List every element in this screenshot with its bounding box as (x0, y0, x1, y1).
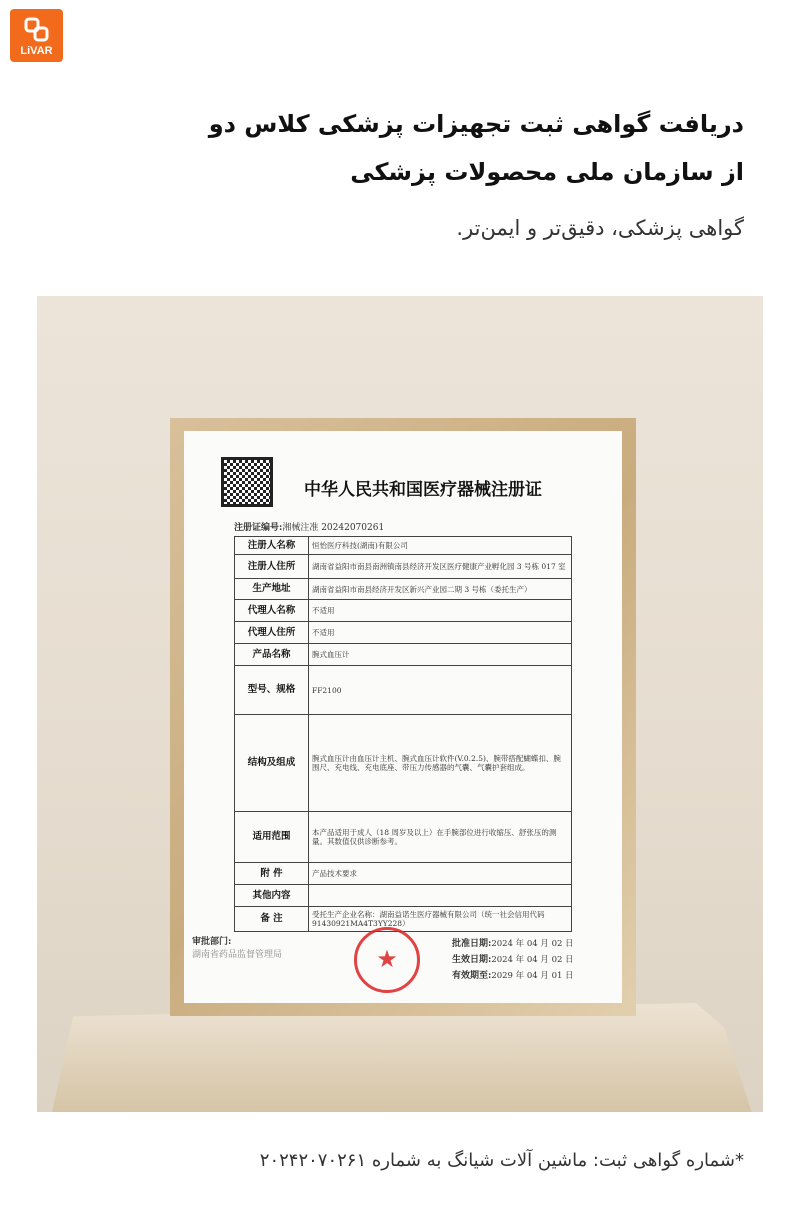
table-row (235, 907, 572, 932)
table-row (235, 600, 572, 622)
registration-number (234, 520, 384, 533)
table-row (235, 644, 572, 666)
row-value: 腕式血压计 (309, 644, 572, 666)
logo-text: LiVAR (20, 45, 53, 57)
table-row (235, 885, 572, 907)
approve-value: 2024 年 04 月 02 日 (491, 939, 574, 949)
livar-logo[interactable] (10, 9, 63, 62)
row-label: 备 注 (235, 907, 309, 932)
table-row (235, 537, 572, 555)
row-label: 适用范围 (235, 812, 309, 863)
row-value: FF2100 (309, 666, 572, 715)
table-row (235, 555, 572, 579)
row-value: 本产品适用于成人（18 周岁及以上）在手腕部位进行收缩压、舒张压的测量。其数值仅供诊断参考。 (309, 812, 572, 863)
row-label: 注册人住所 (235, 555, 309, 579)
certificate (184, 431, 622, 1003)
row-value: 不适用 (309, 600, 572, 622)
row-value (309, 885, 572, 907)
row-label: 生产地址 (235, 579, 309, 600)
display-platform (52, 1003, 752, 1112)
row-label: 型号、规格 (235, 666, 309, 715)
official-seal-icon: ★ (354, 927, 420, 993)
table-row (235, 666, 572, 715)
table-row (235, 579, 572, 600)
row-value: 产品技术要求 (309, 863, 572, 885)
table-row (235, 812, 572, 863)
dept-value: 湖南省药品监督管理局 (192, 950, 283, 960)
row-value: 不适用 (309, 622, 572, 644)
reg-label: 注册证编号: (234, 523, 283, 533)
approval-department (192, 936, 332, 962)
heading-line-2: از سازمان ملی محصولات پزشکی (350, 158, 744, 186)
certificate-table (234, 536, 572, 932)
effective-value: 2024 年 04 月 02 日 (491, 955, 574, 965)
footnote: *شماره گواهی ثبت: ماشین آلات شیانگ به شماره ۲۰۲۴۲۰۷۰۲۶۱ (259, 1150, 744, 1171)
approve-label: 批准日期: (452, 939, 492, 949)
dept-label: 审批部门: (192, 937, 232, 947)
row-value: 腕式血压计由血压计主机、腕式血压计软件(V.0.2.5)、腕带搭配蝴蝶扣、腕围尺、充电线、充电底座、带压力传感器的气囊、气囊护套组成。 (309, 715, 572, 812)
row-label: 代理人住所 (235, 622, 309, 644)
logo-icon (24, 17, 49, 42)
subtitle: گواهی پزشکی، دقیق‌تر و ایمن‌تر. (456, 216, 744, 240)
row-value: 湖南省益阳市南县南洲镇南县经济开发区医疗健康产业孵化园 3 号栋 017 室 (309, 555, 572, 579)
heading-line-1: دریافت گواهی ثبت تجهیزات پزشکی کلاس دو (208, 110, 744, 138)
certificate-photo (37, 296, 763, 1112)
certificate-title: 中华人民共和国医疗器械注册证 (304, 480, 542, 500)
row-label: 代理人名称 (235, 600, 309, 622)
row-label: 附 件 (235, 863, 309, 885)
dates (452, 936, 574, 984)
row-label: 产品名称 (235, 644, 309, 666)
table-row (235, 863, 572, 885)
reg-value: 湘械注准 20242070261 (282, 523, 385, 533)
table-row (235, 622, 572, 644)
row-label: 其他内容 (235, 885, 309, 907)
qr-code (221, 457, 273, 507)
row-label: 注册人名称 (235, 537, 309, 555)
expiry-label: 有效期至: (452, 971, 492, 981)
row-value: 受托生产企业名称：湖南益诺生医疗器械有限公司（统一社会信用代码 91430921MA4T3YY228） (309, 907, 572, 932)
table-row (235, 715, 572, 812)
row-label: 结构及组成 (235, 715, 309, 812)
row-value: 湖南省益阳市南县经济开发区新兴产业园二期 3 号栋（委托生产） (309, 579, 572, 600)
expiry-value: 2029 年 04 月 01 日 (491, 971, 574, 981)
row-value: 恒怡医疗科技(湖南)有限公司 (309, 537, 572, 555)
effective-label: 生效日期: (452, 955, 492, 965)
certificate-frame (170, 418, 636, 1016)
